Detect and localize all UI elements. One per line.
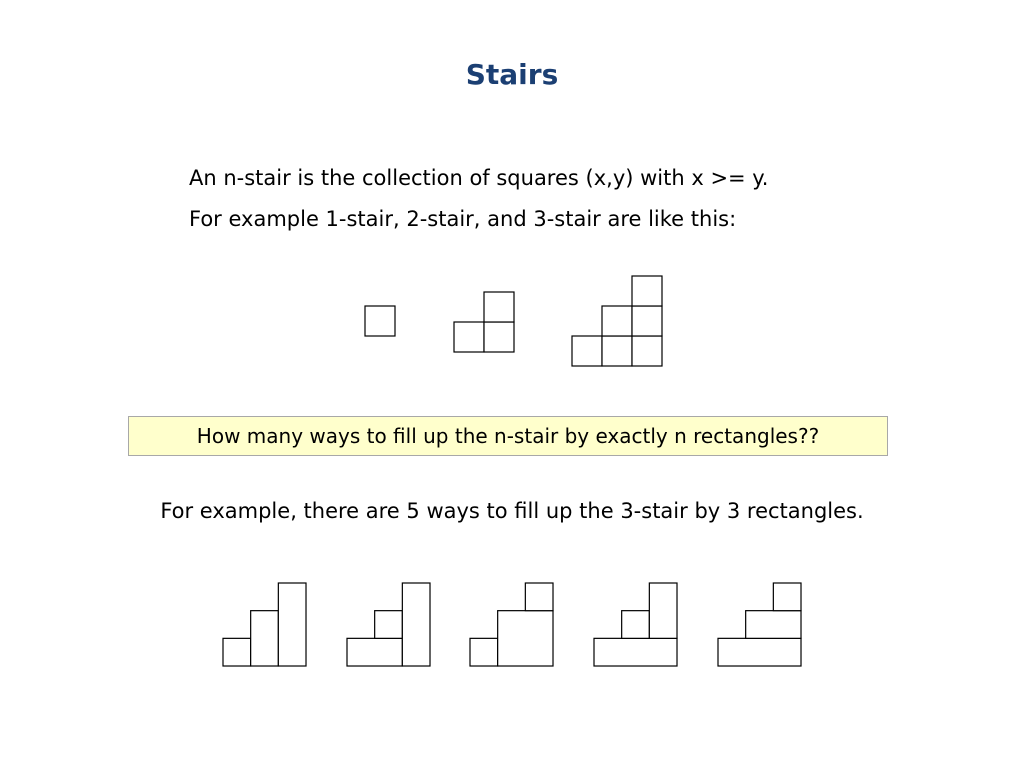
tiling-1-rect-1 — [223, 638, 251, 666]
tiling-5 — [718, 583, 802, 667]
stair-3-cell-1 — [572, 336, 602, 366]
tiling-2-rect-2 — [375, 611, 403, 639]
tiling-5-rect-1 — [718, 638, 801, 666]
tiling-5-rect-3 — [773, 583, 801, 611]
tiling-1-rect-3 — [278, 583, 306, 666]
example-intro-text: For example 1-stair, 2-stair, and 3-stair are like this: — [189, 207, 737, 231]
stair-3-cell-6 — [632, 276, 662, 306]
tiling-3-rect-3 — [525, 583, 553, 611]
tiling-3 — [470, 583, 554, 667]
tiling-5-rect-2 — [746, 611, 801, 639]
stair-2-cell-2 — [484, 322, 514, 352]
stair-2 — [454, 292, 514, 352]
question-text: How many ways to fill up the n-stair by exactly n rectangles?? — [196, 424, 820, 448]
stair-1-cell-1 — [365, 306, 395, 336]
tiling-3-rect-2 — [498, 611, 553, 666]
stair-3 — [572, 276, 662, 366]
stair-2-cell-1 — [454, 322, 484, 352]
tiling-4 — [594, 583, 678, 667]
tiling-4-rect-2 — [622, 611, 650, 639]
tiling-1-rect-2 — [251, 611, 279, 666]
tiling-2-rect-1 — [347, 638, 402, 666]
stair-3-cell-3 — [632, 336, 662, 366]
stair-3-cell-5 — [632, 306, 662, 336]
stair-2-cell-3 — [484, 292, 514, 322]
stair-1 — [365, 306, 395, 336]
tiling-4-rect-1 — [594, 638, 677, 666]
tiling-4-rect-3 — [649, 583, 677, 638]
tiling-2-rect-3 — [402, 583, 430, 666]
tiling-3-rect-1 — [470, 638, 498, 666]
tiling-1 — [223, 583, 307, 667]
tiling-2 — [347, 583, 431, 667]
stair-3-cell-2 — [602, 336, 632, 366]
definition-text: An n-stair is the collection of squares (x,y) with x >= y. — [189, 166, 769, 190]
stair-3-cell-4 — [602, 306, 632, 336]
question-box — [128, 416, 888, 456]
example-count-text: For example, there are 5 ways to fill up the 3-stair by 3 rectangles. — [160, 499, 864, 523]
slide-title: Stairs — [465, 58, 559, 91]
